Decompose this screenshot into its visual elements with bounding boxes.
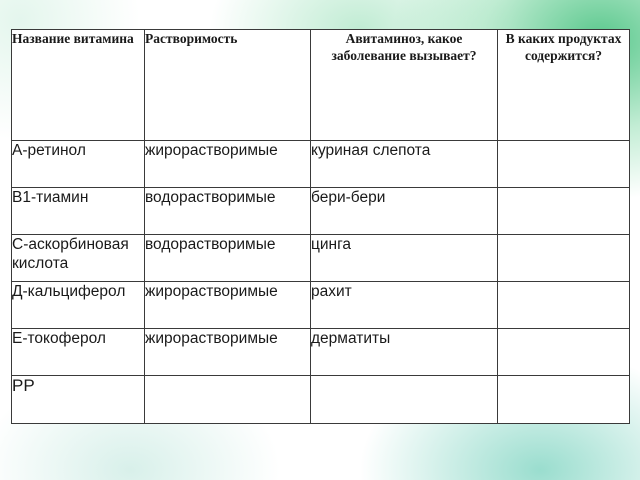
- header-deficiency-disease: Авитаминоз, какое заболевание вызывает?: [311, 30, 498, 141]
- header-vitamin-name: Название витамина: [12, 30, 145, 141]
- solubility-cell: жирорастворимые: [145, 282, 311, 329]
- table-row: [12, 329, 630, 376]
- food-sources-cell: [498, 376, 630, 424]
- table-row: [12, 282, 630, 329]
- header-food-sources: В каких продуктах содержится?: [498, 30, 630, 141]
- vitamins-table: [11, 29, 630, 424]
- disease-cell: бери-бери: [311, 188, 498, 235]
- vitamin-name-cell: В1-тиамин: [12, 188, 145, 235]
- table-header-row: [12, 30, 630, 141]
- food-sources-cell: [498, 141, 630, 188]
- vitamin-name-cell: А-ретинол: [12, 141, 145, 188]
- disease-cell: рахит: [311, 282, 498, 329]
- table-row: [12, 188, 630, 235]
- vitamin-name-cell: РР: [12, 376, 145, 424]
- food-sources-cell: [498, 188, 630, 235]
- solubility-cell: водорастворимые: [145, 188, 311, 235]
- disease-cell: куриная слепота: [311, 141, 498, 188]
- food-sources-cell: [498, 282, 630, 329]
- table-row: [12, 141, 630, 188]
- food-sources-cell: [498, 235, 630, 282]
- disease-cell: цинга: [311, 235, 498, 282]
- table-row: [12, 376, 630, 424]
- vitamin-name-cell: Е-токоферол: [12, 329, 145, 376]
- solubility-cell: жирорастворимые: [145, 329, 311, 376]
- solubility-cell: водорастворимые: [145, 235, 311, 282]
- solubility-cell: жирорастворимые: [145, 141, 311, 188]
- header-solubility: Растворимость: [145, 30, 311, 141]
- vitamin-name-cell: С-аскорбиновая кислота: [12, 235, 145, 282]
- disease-cell: [311, 376, 498, 424]
- solubility-cell: [145, 376, 311, 424]
- disease-cell: дерматиты: [311, 329, 498, 376]
- table-row: [12, 235, 630, 282]
- food-sources-cell: [498, 329, 630, 376]
- vitamin-name-cell: Д-кальциферол: [12, 282, 145, 329]
